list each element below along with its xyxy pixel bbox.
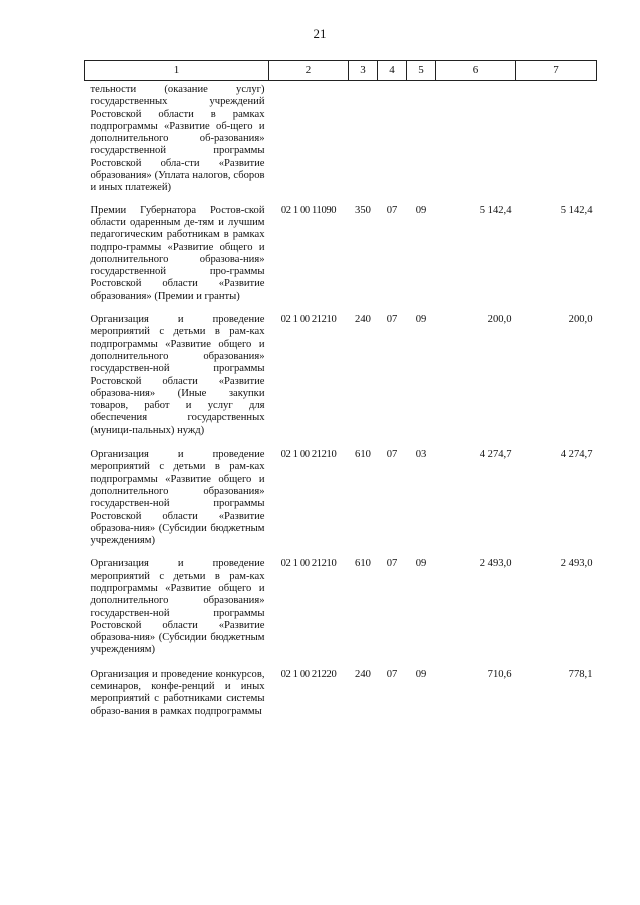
row-amount-2: 2 493,0	[560, 558, 593, 570]
row-description: Организация и проведение конкурсов, семинаров, конфе-ренций и иных мероприятий с работниками системы образо-вания в рамках подпрограммы	[90, 668, 265, 717]
row-section: 07	[386, 314, 398, 326]
row-amount-1: 2 493,0	[479, 558, 512, 570]
row-description: Организация и проведение мероприятий с детьми в рам-ках подпрограммы «Развитие общего и дополнительного образования» государствен-ной программы Ростовской области «Развитие образова-ния» (Субсидии бюджетным учреждениям)	[90, 449, 265, 547]
row-description: тельности (оказание услуг) государственных учреждений Ростовской области в рамках подпрограммы «Развитие об-щего и дополнительного об-разования» государственной программы Ростовской обла-сти «Развитие образования» (Уплата налогов, сборов и иных платежей)	[90, 84, 265, 194]
header-col-4: 4	[378, 61, 407, 81]
table-row	[85, 314, 597, 449]
row-subsection: 03	[415, 449, 427, 461]
row-section: 07	[386, 449, 398, 461]
row-target-code: 02 1 00 11090	[280, 204, 337, 216]
table-body	[85, 81, 597, 718]
header-col-3: 3	[349, 61, 378, 81]
row-amount-2: 4 274,7	[560, 449, 593, 461]
row-target-code: 02 1 00 21220	[280, 668, 337, 680]
table-row	[85, 449, 597, 558]
row-expense-type: 240	[355, 314, 371, 326]
header-row	[85, 61, 597, 81]
row-section	[378, 81, 407, 205]
row-subsection: 09	[415, 558, 427, 570]
table-row	[85, 205, 597, 314]
row-amount-2	[516, 81, 597, 205]
table-row	[85, 669, 597, 718]
row-target-code	[269, 81, 349, 205]
row-amount-1: 200,0	[487, 314, 512, 326]
row-amount-2: 5 142,4	[560, 204, 593, 216]
header-col-1: 1	[85, 61, 269, 81]
table-header	[85, 61, 597, 81]
row-target-code: 02 1 00 21210	[280, 558, 337, 570]
row-subsection	[407, 81, 436, 205]
row-amount-2: 200,0	[568, 314, 593, 326]
row-amount-2: 778,1	[568, 668, 593, 680]
budget-table	[84, 60, 597, 718]
row-description: Организация и проведение мероприятий с детьми в рам-ках подпрограммы «Развитие общего и дополнительного образования» государствен-ной программы Ростовской области «Развитие образова-ния» (Иные закупки товаров, работ и услуг для обеспечения государственных (муници-пальных) нужд)	[90, 314, 265, 436]
row-expense-type: 610	[355, 558, 371, 570]
row-section: 07	[386, 558, 398, 570]
row-amount-1: 710,6	[487, 668, 512, 680]
row-target-code: 02 1 00 21210	[280, 314, 337, 326]
header-col-6: 6	[436, 61, 516, 81]
header-col-2: 2	[269, 61, 349, 81]
row-amount-1: 5 142,4	[479, 204, 512, 216]
row-description: Премии Губернатора Ростов-ской области одаренным де-тям и лучшим педагогическим работникам в рамках подпро-граммы «Развитие общего и дополнительного образова-ния» государственной про-граммы Ростовской области «Развитие образования» (Премии и гранты)	[90, 204, 265, 302]
table-row	[85, 81, 597, 205]
row-section: 07	[386, 668, 398, 680]
row-expense-type: 610	[355, 449, 371, 461]
row-expense-type	[349, 81, 378, 205]
row-expense-type: 350	[355, 204, 371, 216]
header-col-5: 5	[407, 61, 436, 81]
row-section: 07	[386, 204, 398, 216]
row-amount-1: 4 274,7	[479, 449, 512, 461]
row-target-code: 02 1 00 21210	[280, 449, 337, 461]
page-number: 21	[313, 26, 327, 41]
header-col-7: 7	[516, 61, 597, 81]
row-subsection: 09	[415, 314, 427, 326]
row-subsection: 09	[415, 204, 427, 216]
table-row	[85, 558, 597, 668]
row-amount-1	[436, 81, 516, 205]
row-description: Организация и проведение мероприятий с детьми в рам-ках подпрограммы «Развитие общего и дополнительного образования» государствен-ной программы Ростовской области «Развитие образова-ния» (Субсидии бюджетным учреждениям)	[90, 558, 265, 656]
row-subsection: 09	[415, 668, 427, 680]
row-expense-type: 240	[355, 668, 371, 680]
